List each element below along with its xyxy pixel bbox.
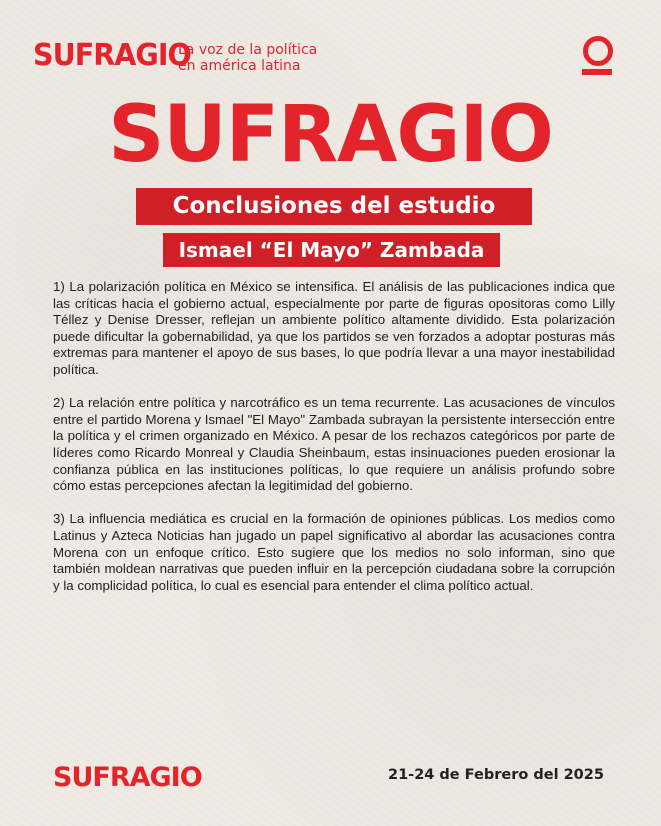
page-subtitle: Ismael “El Mayo” Zambada — [163, 233, 500, 267]
paragraph-3: 3) La influencia mediática es crucial en la formación de opiniones públicas. Los medios como Latinus y Azteca Noticias han jugado un papel significativo al abordar las acusaciones contra Morena con un enfoque crítico. Esto sugiere que los medios no solo informan, sino que también moldean narrativas que pueden influir en la percepción ciudadana sobre la corrupción y la complicidad política, lo cual es esencial para entender el clima político actual. — [53, 511, 615, 593]
page-title: Conclusiones del estudio — [136, 188, 532, 225]
main-logo: SUFRAGIO — [108, 90, 553, 180]
paragraph-1: 1) La polarización política en México se intensifica. El análisis de las publicaciones indica que las críticas hacia el gobierno actual, especialmente por parte de figuras opositoras como Lilly Téllez y Denise Dresser, reflejan un ambiente político altamente dividido. Esta polarización puede dificultar la gobernabilidad, ya que los partidos se ven forzados a adoptar posturas más extremas para mantener el apoyo de sus bases, lo que podría llevar a una mayor inestabilidad política. — [53, 279, 615, 377]
article-body — [53, 279, 615, 611]
tagline — [178, 42, 317, 74]
footer-logo: SUFRAGIO — [53, 762, 202, 793]
tagline-line1: La voz de la política — [178, 42, 318, 58]
circle-over-bar-icon — [582, 36, 612, 76]
tagline-line2: en américa latina — [178, 58, 301, 74]
paragraph-2: 2) La relación entre política y narcotráfico es un tema recurrente. Las acusaciones de vínculos entre el partido Morena y Ismael "El Mayo" Zambada subrayan la persistente intersección entre la política y el crimen organizado en México. A pesar de los rechazos categóricos por parte de líderes como Ricardo Monreal y Claudia Sheinbaum, estas insinuaciones pueden erosionar la confianza pública en las instituciones políticas, lo que requiere un análisis profundo sobre cómo estas percepciones afectan la legitimidad del gobierno. — [53, 395, 615, 494]
footer-date: 21-24 de Febrero del 2025 — [388, 767, 604, 783]
header-logo: SUFRAGIO — [33, 38, 191, 73]
